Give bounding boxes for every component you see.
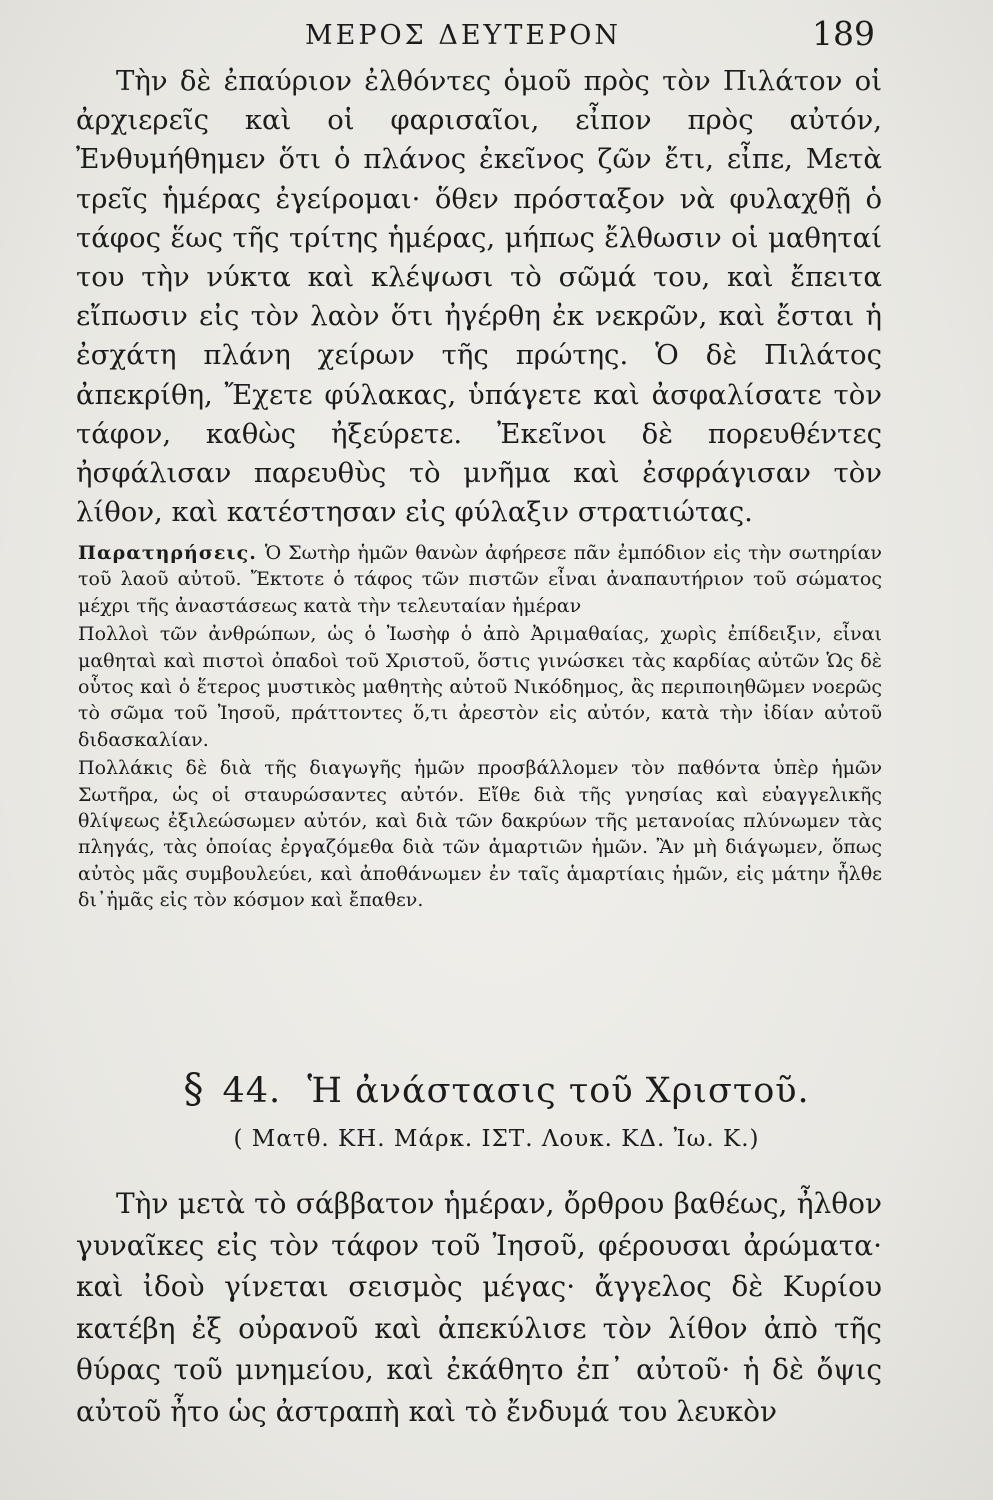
page-number: 189: [812, 14, 875, 53]
note-paragraph: Πολλάκις δὲ διὰ τῆς διαγωγῆς ἡμῶν προσβάλλομεν τὸν παθόντα ὑπὲρ ἡμῶν Σωτῆρα, ὡς οἱ σταυρώσαντες αὐτόν. Εἴθε διὰ τῆς γνησίας καὶ εὐαγγελικῆς θλίψεως ἐξιλεώσωμεν αὐτόν, καὶ διὰ τῶν δακρύων τῆς μετανοίας πλύνωμεν τὰς πληγάς, τὰς ὁποίας ἐργαζόμεθα διὰ τῶν ἁμαρτιῶν ἡμῶν. Ἂν μὴ διάγωμεν, ὅπως αὐτὸς μᾶς συμβουλεύει, καὶ ἀποθάνωμεν ἐν ταῖς ἁμαρτίαις ἡμῶν, εἰς μάτην ἦλθε δι᾽ἡμᾶς εἰς τὸν κόσμον καὶ ἔπαθεν.: [78, 757, 882, 912]
body-paragraph: Τὴν δὲ ἐπαύριον ἐλθόντες ὁμοῦ πρὸς τὸν Πιλάτον οἱ ἀρχιερεῖς καὶ οἱ φαρισαῖοι, εἶπον πρὸς αὐτόν, Ἐνθυμήθημεν ὅτι ὁ πλάνος ἐκεῖνος ζῶν ἔτι, εἶπε, Μετὰ τρεῖς ἡμέρας ἐγείρομαι· ὅθεν πρόσταξον νὰ φυλαχθῇ ὁ τάφος ἕως τῆς τρίτης ἡμέρας, μήπως ἔλθωσιν οἱ μαθηταί του τὴν νύκτα καὶ κλέψωσι τὸ σῶμά του, καὶ ἔπειτα εἴπωσιν εἰς τὸν λαὸν ὅτι ἠγέρθη ἐκ νεκρῶν, καὶ ἔσται ἡ ἐσχάτη πλάνη χείρων τῆς πρώτης. Ὁ δὲ Πιλάτος ἀπεκρίθη, Ἔχετε φύλακας, ὑπάγετε καὶ ἀσφαλίσατε τὸν τάφον, καθὼς ἠξεύρετε. Ἐκεῖνοι δὲ πορευθέντες ἠσφάλισαν παρευθὺς τὸ μνῆμα καὶ ἐσφράγισαν τὸν λίθον, καὶ κατέστησαν εἰς φύλαξιν στρατιώτας.: [76, 65, 882, 529]
notes-label: Παρατηρήσεις.: [78, 542, 257, 564]
note-text: Ὁ Σωτὴρ ἡμῶν θανὼν ἀφήρεσε πᾶν ἐμπόδιον εἰς τὴν σωτηρίαν τοῦ λαοῦ αὐτοῦ. Ἔκτοτε ὁ τάφος τῶν πιστῶν εἶναι ἀναπαυτήριον τοῦ σώματος μέχρι τῆς ἀναστάσεως κατὰ τὴν τελευταίαν ἡμέραν: [78, 542, 882, 617]
notes-block: [78, 540, 882, 914]
note-paragraph: [78, 540, 882, 619]
scripture-references: ( Ματθ. ΚΗ. Μάρκ. ΙΣΤ. Λουκ. ΚΔ. Ἰω. Κ.): [233, 1126, 760, 1152]
section-paragraph: Τὴν μετὰ τὸ σάββατον ἡμέραν, ὄρθρου βαθέως, ἦλθον γυναῖκες εἰς τὸν τάφον τοῦ Ἰησοῦ, φέρουσαι ἀρώματα· καὶ ἰδοὺ γίνεται σεισμὸς μέγας· ἄγγελος δὲ Κυρίου κατέβη ἐξ οὐρανοῦ καὶ ἀπεκύλισε τὸν λίθον ἀπὸ τῆς θύρας τοῦ μνημείου, καὶ ἐκάθητο ἐπ᾽ αὐτοῦ· ἡ δὲ ὄψις αὐτοῦ ἦτο ὡς ἀστραπὴ καὶ τὸ ἔνδυμά του λευκὸν: [76, 1187, 882, 1428]
section-heading: [0, 1066, 993, 1112]
note-paragraph: Πολλοὶ τῶν ἀνθρώπων, ὡς ὁ Ἰωσὴφ ὁ ἀπὸ Ἀριμαθαίας, χωρὶς ἐπίδειξιν, εἶναι μαθηταὶ καὶ πιστοὶ ὀπαδοὶ τοῦ Χριστοῦ, ὅστις γινώσκει τὰς καρδίας αὐτῶν Ὡς δὲ οὗτος καὶ ὁ ἕτερος μυστικὸς μαθητὴς αὐτοῦ Νικόδημος, ἂς περιποιηθῶμεν νοερῶς τὸ σῶμα τοῦ Ἰησοῦ, πράττοντες ὅ,τι ἀρεστὸν εἰς αὐτόν, κατὰ τὴν ἰδίαν αὐτοῦ διδασκαλίαν.: [78, 623, 882, 751]
section-number: 44.: [222, 1071, 282, 1111]
running-head: ΜΕΡΟΣ ΔΕΥΤΕΡΟΝ: [305, 20, 622, 51]
section-title: Ἡ ἀνάστασις τοῦ Χριστοῦ.: [307, 1071, 810, 1111]
page-header: [0, 10, 993, 60]
section-sign: §: [183, 1066, 205, 1112]
